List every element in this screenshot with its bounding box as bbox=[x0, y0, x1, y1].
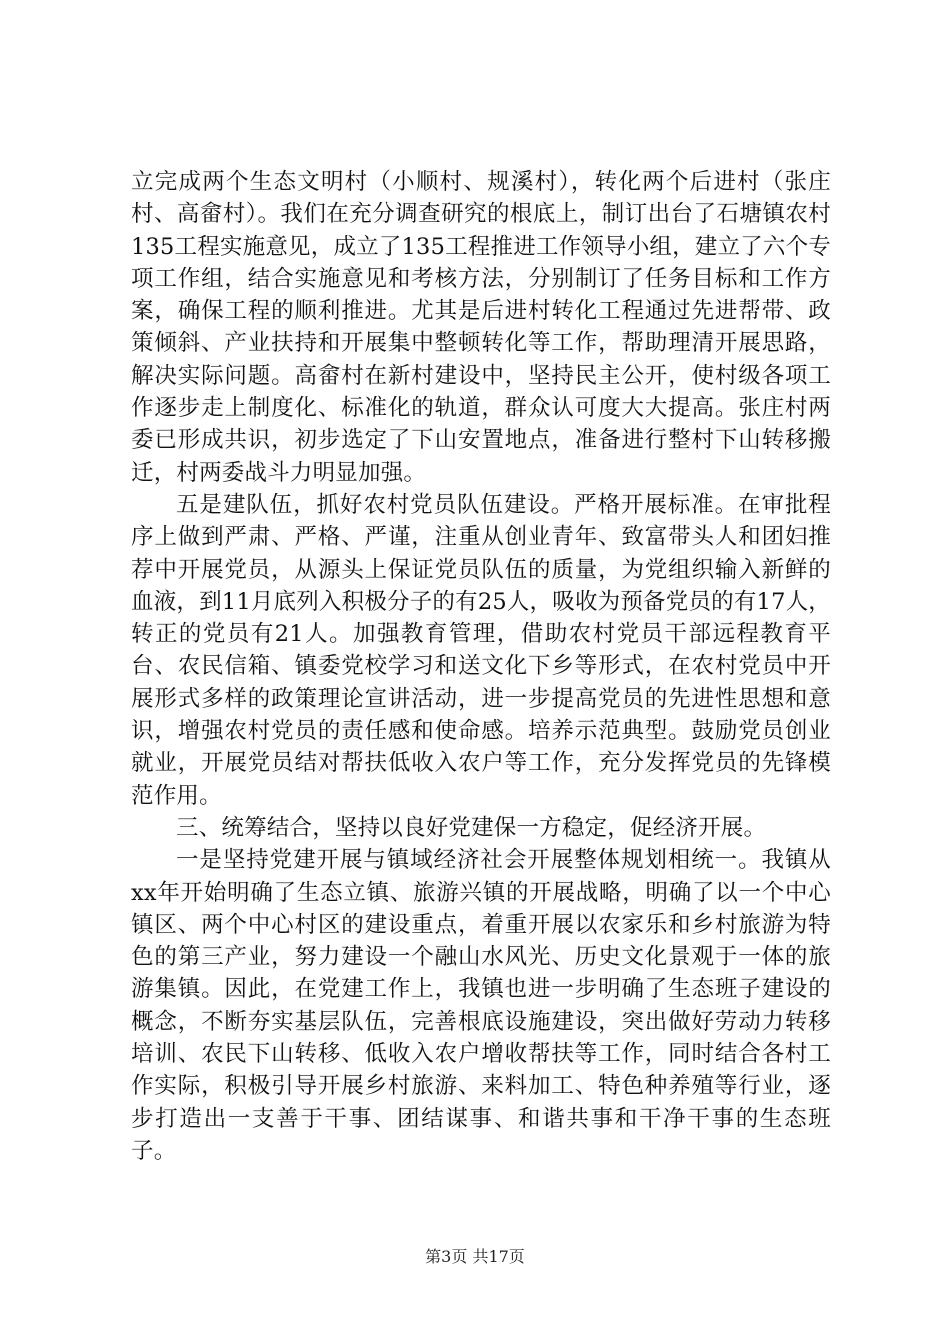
section-heading-coordination: 三、统筹结合，坚持以良好党建保一方稳定，促经济开展。 bbox=[176, 814, 767, 841]
paragraph-team-building: 五是建队伍，抓好农村党员队伍建设。严格开展标准。在审批程序上做到严肃、严格、严谨，注重从创业青年、致富带头人和团妇推荐中开展党员，从源头上保证党员队伍的质量，为党组织输入新鲜的血液，到11月底列入积极分子的有25人，吸收为预备党员的有17人，转正的党员有21人。加强教育管理，借助农村党员干部远程教育平台、农民信箱、镇委党校学习和送文化下乡等形式，在农村党员中开展形式多样的政策理论宣讲活动，进一步提高党员的先进性思想和意识，增强农村党员的责任感和使命感。培养示范典型。鼓励党员创业就业，开展党员结对帮扶低收入农户等工作，充分发挥党员的先锋模范作用。 bbox=[131, 491, 831, 809]
page-footer: 第3页 共17页 bbox=[425, 1247, 525, 1266]
document-body bbox=[131, 166, 831, 1167]
paragraph-continued: 立完成两个生态文明村（小顺村、规溪村），转化两个后进村（张庄村、高畲村）。我们在充分调查研究的根底上，制订出台了石塘镇农村135工程实施意见，成立了135工程推进工作领导小组，建立了六个专项工作组，结合实施意见和考核方法，分别制订了任务目标和工作方案，确保工程的顺利推进。尤其是后进村转化工程通过先进帮带、政策倾斜、产业扶持和开展集中整顿转化等工作，帮助理清开展思路，解决实际问题。高畲村在新村建设中，坚持民主公开，使村级各项工作逐步走上制度化、标准化的轨道，群众认可度大大提高。张庄村两委已形成共识，初步选定了下山安置地点，准备进行整村下山转移搬迁，村两委战斗力明显加强。 bbox=[131, 169, 831, 486]
paragraph-planning: 一是坚持党建开展与镇域经济社会开展整体规划相统一。我镇从xx年开始明确了生态立镇、旅游兴镇的开展战略，明确了以一个中心镇区、两个中心村区的建设重点，着重开展以农家乐和乡村旅游为特色的第三产业，努力建设一个融山水风光、历史文化景观于一体的旅游集镇。因此，在党建工作上，我镇也进一步明确了生态班子建设的概念，不断夯实基层队伍，完善根底设施建设，突出做好劳动力转移培训、农民下山转移、低收入农户增收帮扶等工作，同时结合各村工作实际，积极引导开展乡村旅游、来料加工、特色种养殖等行业，逐步打造出一支善于干事、团结谋事、和谐共事和干净干事的生态班子。 bbox=[131, 847, 831, 1164]
